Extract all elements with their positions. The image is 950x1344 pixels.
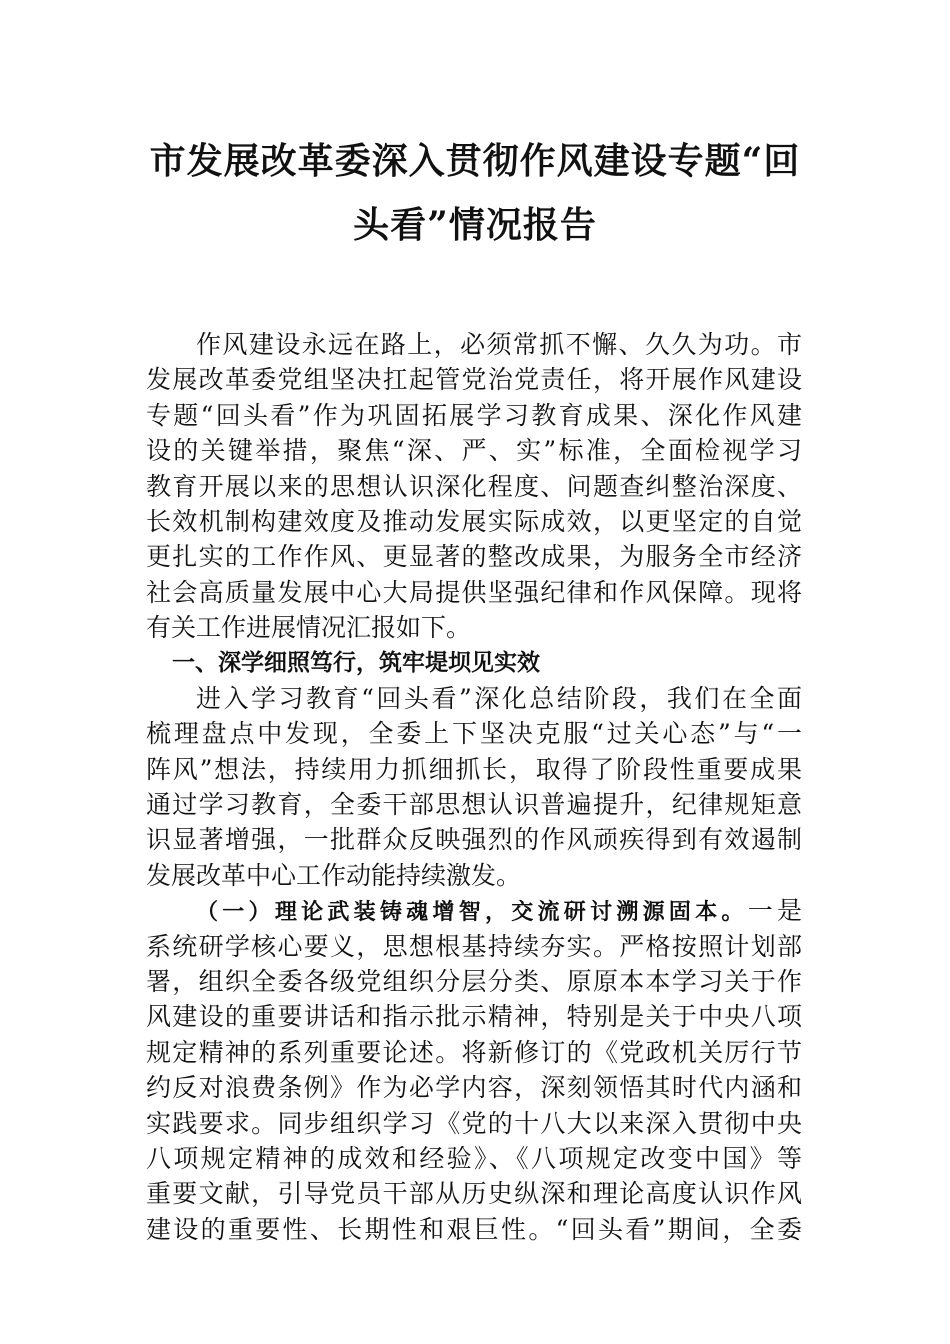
intro-line: 社会高质量发展中心大局提供坚强纪律和作风保障。现将 [146, 577, 802, 607]
section1-line: 阵风”想法，持续用力抓细抓长，取得了阶段性重要成果 [146, 754, 802, 784]
section1-line: 梳理盘点中发现，全委上下坚决克服“过关心态”与“一 [146, 719, 802, 749]
subsection-line: 署，组织全委各级党组织分层分类、原原本本学习关于作 [146, 967, 802, 997]
intro-line: 有关工作进展情况汇报如下。 [146, 613, 472, 643]
subsection-line: 约反对浪费条例》作为必学内容，深刻领悟其时代内涵和 [146, 1073, 802, 1103]
subsection-line: 实践要求。同步组织学习《党的十八大以来深入贯彻中央 [146, 1108, 802, 1138]
section1-line: 识显著增强，一批群众反映强烈的作风顽疾得到有效遏制 [146, 825, 802, 855]
subsection-line: 规定精神的系列重要论述。将新修订的《党政机关厉行节 [146, 1037, 802, 1067]
subsection-line: 重要文献，引导党员干部从历史纵深和理论高度认识作风 [146, 1179, 802, 1209]
subsection-line: 系统研学核心要义，思想根基持续夯实。严格按照计划部 [146, 931, 802, 961]
intro-line: 设的关键举措，聚焦“深、严、实”标准，全面检视学习 [146, 436, 802, 466]
intro-line: 教育开展以来的思想认识深化程度、问题查纠整治深度、 [146, 471, 802, 501]
intro-line: 专题“回头看”作为巩固拓展学习教育成果、深化作风建 [146, 400, 802, 430]
section-heading: 一、深学细照笃行，筑牢堤坝见实效 [172, 649, 540, 676]
subsection-line: 风建设的重要讲话和指示批示精神，特别是关于中央八项 [146, 1002, 802, 1032]
subsection-line: 八项规定精神的成效和经验》、《八项规定改变中国》等 [146, 1143, 802, 1173]
subsection-first-line-text: 一是 [747, 896, 802, 926]
intro-line: 发展改革委党组坚决扛起管党治党责任，将开展作风建设 [146, 365, 802, 395]
section1-line: 通过学习教育，全委干部思想认识普遍提升，纪律规矩意 [146, 790, 802, 820]
section1-line: 发展改革中心工作动能持续激发。 [146, 860, 522, 890]
document-title-line-2: 头看”情况报告 [353, 204, 597, 246]
intro-line: 作风建设永远在路上，必须常抓不懈、久久为功。市 [196, 330, 802, 359]
intro-line: 更扎实的工作作风、更显著的整改成果，为服务全市经济 [146, 542, 802, 572]
subsection-line: 建设的重要性、长期性和艰巨性。“回头看”期间，全委 [146, 1214, 802, 1244]
subsection-heading: （一）理论武装铸魂增智，交流研讨溯源固本。 [196, 900, 748, 926]
document-title-line-1: 市发展改革委深入贯彻作风建设专题“回 [149, 140, 801, 182]
intro-line: 长效机制构建效度及推动发展实际成效，以更坚定的自觉 [146, 506, 802, 536]
document-body [146, 327, 802, 1247]
subsection-first-line [146, 893, 802, 928]
section1-line: 进入学习教育“回头看”深化总结阶段，我们在全面 [196, 683, 802, 713]
